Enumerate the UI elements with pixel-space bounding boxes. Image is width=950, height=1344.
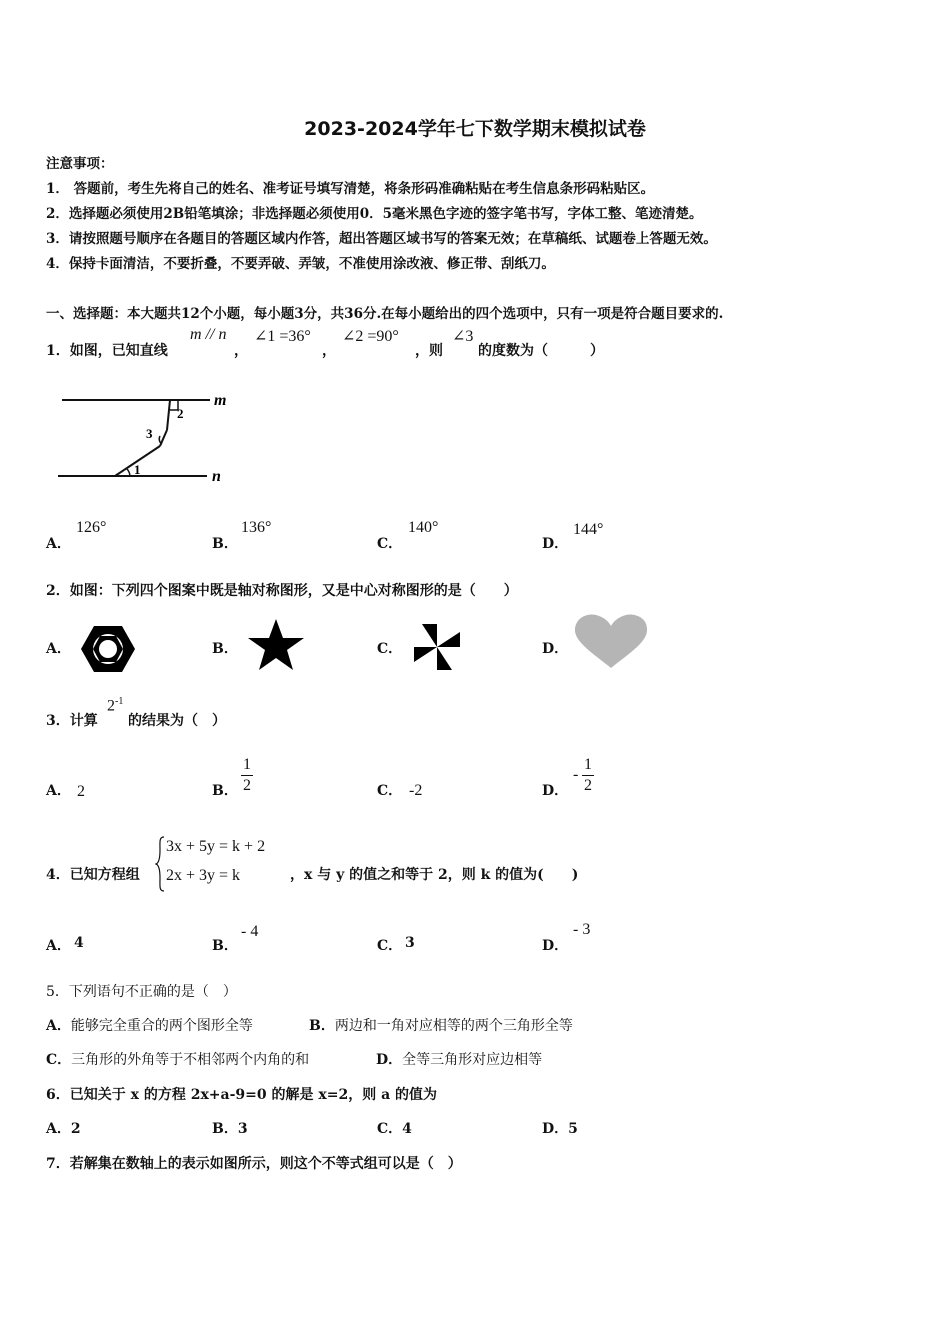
option-letter: C． bbox=[377, 783, 403, 799]
option-value: 5 bbox=[568, 1121, 578, 1137]
option-row bbox=[46, 1015, 253, 1035]
option-value: 能够完全重合的两个图形全等 bbox=[70, 1018, 253, 1034]
option-letter: C． bbox=[377, 938, 403, 954]
notice-item: 1． 答题前，考生先将自己的姓名、准考证号填写清楚，将条形码准确粘贴在考生信息条形码粘贴区。 bbox=[46, 181, 655, 197]
option-value: - 3 bbox=[573, 921, 591, 938]
option-value: 136° bbox=[241, 519, 272, 536]
q4-eq1: 3x + 5y = k + 2 bbox=[166, 838, 266, 855]
option-letter: B． bbox=[309, 1018, 335, 1034]
option-value: 126° bbox=[76, 519, 107, 536]
q3-base-value: 2 bbox=[107, 697, 115, 715]
option-value: 4 bbox=[74, 935, 84, 951]
option-row bbox=[377, 1118, 412, 1138]
option-letter: B． bbox=[212, 641, 238, 657]
option-letter: B． bbox=[212, 1121, 238, 1137]
q1-parallel-expr: m // n bbox=[190, 326, 227, 343]
brace-icon bbox=[155, 836, 165, 892]
numerator: 1 bbox=[584, 756, 592, 773]
option-letter: D． bbox=[542, 1121, 569, 1137]
q3-suffix: 的结果为（ ） bbox=[128, 713, 226, 729]
option-value: - 4 bbox=[241, 923, 259, 940]
page-title: 2023-2024学年七下数学期末模拟试卷 bbox=[304, 118, 646, 140]
fraction bbox=[582, 756, 594, 795]
q4-eq2: 2x + 3y = k bbox=[166, 867, 241, 884]
option-letter: A． bbox=[46, 938, 71, 954]
label-n: n bbox=[212, 468, 221, 485]
option-letter: C． bbox=[46, 1052, 72, 1068]
option-value: 2 bbox=[77, 783, 85, 800]
q6-stem: 6．已知关于 x 的方程 2x+a-9=0 的解是 x=2，则 a 的值为 bbox=[46, 1087, 438, 1103]
q1-comma: ， bbox=[322, 343, 336, 359]
q3-prefix: 3．计算 bbox=[46, 713, 98, 729]
option-row bbox=[46, 1049, 309, 1069]
section-heading: 一、选择题：本大题共12个小题，每小题3分，共36分.在每小题给出的四个选项中，只有一项是符合题目要求的. bbox=[46, 306, 724, 322]
q1-angle3: ∠3 bbox=[452, 328, 474, 345]
option-sign: - bbox=[573, 766, 579, 783]
option-letter: B． bbox=[212, 536, 238, 552]
fraction bbox=[241, 756, 253, 795]
option-letter: A． bbox=[46, 536, 71, 552]
option-letter: D． bbox=[376, 1052, 403, 1068]
option-letter: C． bbox=[377, 536, 403, 552]
q3-base bbox=[107, 696, 123, 715]
star-icon bbox=[246, 618, 306, 672]
option-row bbox=[212, 1118, 248, 1138]
q1-angle2: ∠2 =90° bbox=[342, 328, 399, 345]
option-row bbox=[376, 1049, 542, 1069]
hexagon-ring-icon bbox=[80, 624, 136, 674]
option-row bbox=[46, 1118, 81, 1138]
option-letter: C． bbox=[377, 641, 403, 657]
option-letter: A． bbox=[46, 1018, 71, 1034]
q1-then: ，则 bbox=[415, 343, 443, 359]
label-angle3: 3 bbox=[146, 426, 153, 441]
q7-stem: 7．若解集在数轴上的表示如图所示，则这个不等式组可以是（ ） bbox=[46, 1156, 462, 1172]
denominator: 2 bbox=[243, 777, 251, 794]
q1-stem bbox=[46, 340, 168, 360]
option-value: 3 bbox=[405, 935, 415, 951]
option-value: 两边和一角对应相等的两个三角形全等 bbox=[334, 1018, 573, 1034]
denominator: 2 bbox=[584, 777, 592, 794]
option-value: 2 bbox=[70, 1121, 81, 1137]
q1-angle1: ∠1 =36° bbox=[254, 328, 311, 345]
option-value: 4 bbox=[402, 1121, 412, 1137]
option-value: 3 bbox=[237, 1121, 248, 1137]
q1-prefix: 1．如图，已知直线 bbox=[46, 343, 168, 359]
option-letter: C． bbox=[377, 1121, 403, 1137]
option-letter: A． bbox=[46, 1121, 71, 1137]
notice-item: 3．请按照题号顺序在各题目的答题区域内作答，超出答题区域书写的答案无效；在草稿纸、试题卷上答题无效。 bbox=[46, 231, 717, 247]
notice-item: 2．选择题必须使用2B铅笔填涂；非选择题必须使用0．5毫米黑色字迹的签字笔书写，字体工整、笔迹清楚。 bbox=[46, 206, 703, 222]
option-row bbox=[309, 1015, 573, 1035]
option-letter: D． bbox=[542, 783, 569, 799]
notice-item: 4．保持卡面清洁，不要折叠，不要弄破、弄皱，不准使用涂改液、修正带、刮纸刀。 bbox=[46, 256, 555, 272]
q1-figure bbox=[52, 388, 242, 486]
option-letter: A． bbox=[46, 783, 71, 799]
option-letter: D． bbox=[542, 641, 569, 657]
q1-suffix: 的度数为（ ） bbox=[478, 343, 604, 359]
option-value: -2 bbox=[409, 782, 423, 799]
q2-stem: 2．如图：下列四个图案中既是轴对称图形，又是中心对称图形的是（ ） bbox=[46, 583, 518, 599]
label-m: m bbox=[214, 392, 227, 409]
label-angle1: 1 bbox=[134, 462, 141, 477]
option-value: 全等三角形对应边相等 bbox=[402, 1052, 543, 1068]
option-value: 三角形的外角等于不相邻两个内角的和 bbox=[71, 1052, 310, 1068]
q4-suffix: ，x 与 y 的值之和等于 2，则 k 的值为( ) bbox=[290, 867, 579, 883]
pinwheel-icon bbox=[410, 622, 464, 672]
option-letter: D． bbox=[542, 938, 569, 954]
q4-prefix: 4．已知方程组 bbox=[46, 867, 140, 883]
q3-exponent: -1 bbox=[115, 696, 124, 707]
option-value: 140° bbox=[408, 519, 439, 536]
heart-icon bbox=[572, 612, 650, 670]
label-angle2: 2 bbox=[177, 406, 184, 421]
notice-heading: 注意事项： bbox=[46, 156, 114, 172]
option-value: 144° bbox=[573, 521, 604, 538]
option-letter: D． bbox=[542, 536, 569, 552]
numerator: 1 bbox=[243, 756, 251, 773]
option-row bbox=[542, 1118, 578, 1138]
option-letter: A． bbox=[46, 641, 71, 657]
q5-stem: 5．下列语句不正确的是（ ） bbox=[46, 984, 237, 1000]
q1-comma: ， bbox=[234, 343, 248, 359]
option-letter: B． bbox=[212, 938, 238, 954]
option-letter: B． bbox=[212, 783, 238, 799]
